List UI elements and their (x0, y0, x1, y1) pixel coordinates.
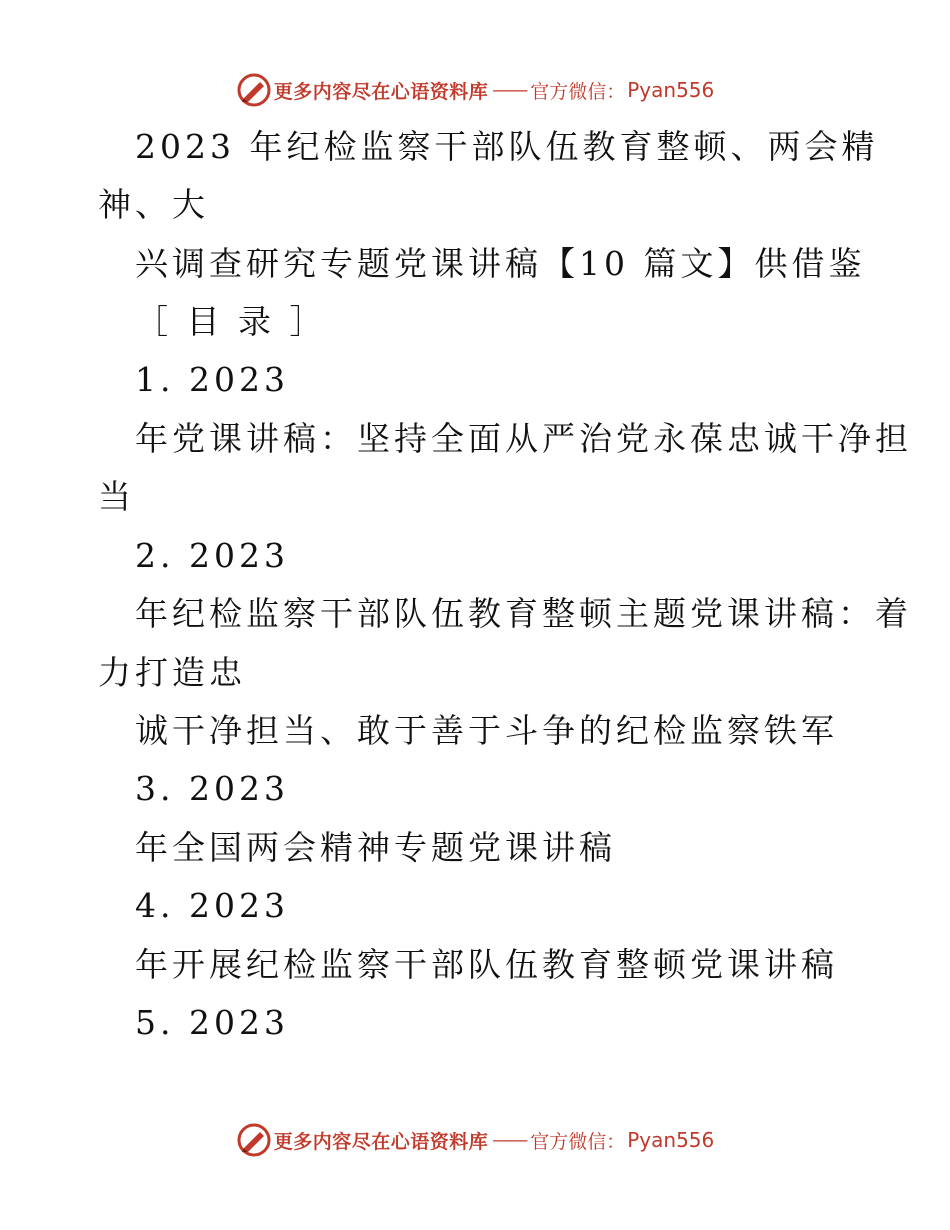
toc-line: 诚干净担当、敢于善于斗争的纪检监察铁军 (135, 711, 838, 750)
toc-line: 3. 2023 (135, 769, 289, 808)
toc-line: 2. 2023 (135, 536, 289, 575)
pen-logo-icon (236, 72, 272, 108)
watermark-dash: —— (492, 1129, 527, 1151)
toc-line: 当 (98, 477, 135, 516)
toc-line: 年开展纪检监察干部队伍教育整顿党课讲稿 (135, 945, 838, 984)
toc-line: 1. 2023 (135, 360, 289, 399)
toc-line: 力打造忠 (98, 653, 246, 692)
toc-line: 年纪检监察干部队伍教育整顿主题党课讲稿：着 (135, 594, 912, 633)
watermark-wechat-label: 官方微信： (530, 80, 626, 103)
toc-line: 年全国两会精神专题党课讲稿 (135, 828, 616, 867)
pen-logo-icon (236, 1122, 272, 1158)
toc-heading: ［ 目 录 ］ (135, 302, 327, 341)
title-line-2: 神、大 (98, 185, 209, 224)
title-line-3: 兴调查研究专题党课讲稿【10 篇文】供借鉴 (135, 244, 866, 283)
header-watermark (0, 70, 950, 110)
toc-line: 4. 2023 (135, 886, 289, 925)
toc-line: 年党课讲稿：坚持全面从严治党永葆忠诚干净担 (135, 419, 912, 458)
watermark-wechat-label: 官方微信： (530, 1130, 626, 1153)
watermark-site: 更多内容尽在心语资料库 (273, 1130, 489, 1153)
watermark-site: 更多内容尽在心语资料库 (273, 80, 489, 103)
footer-watermark (0, 1120, 950, 1160)
watermark-wechat-id: Pyan556 (627, 78, 715, 102)
title-line-1: 2023 年纪检监察干部队伍教育整顿、两会精 (135, 127, 879, 166)
watermark-dash: —— (492, 79, 527, 101)
watermark-wechat-id: Pyan556 (627, 1128, 715, 1152)
toc-line: 5. 2023 (135, 1003, 289, 1042)
